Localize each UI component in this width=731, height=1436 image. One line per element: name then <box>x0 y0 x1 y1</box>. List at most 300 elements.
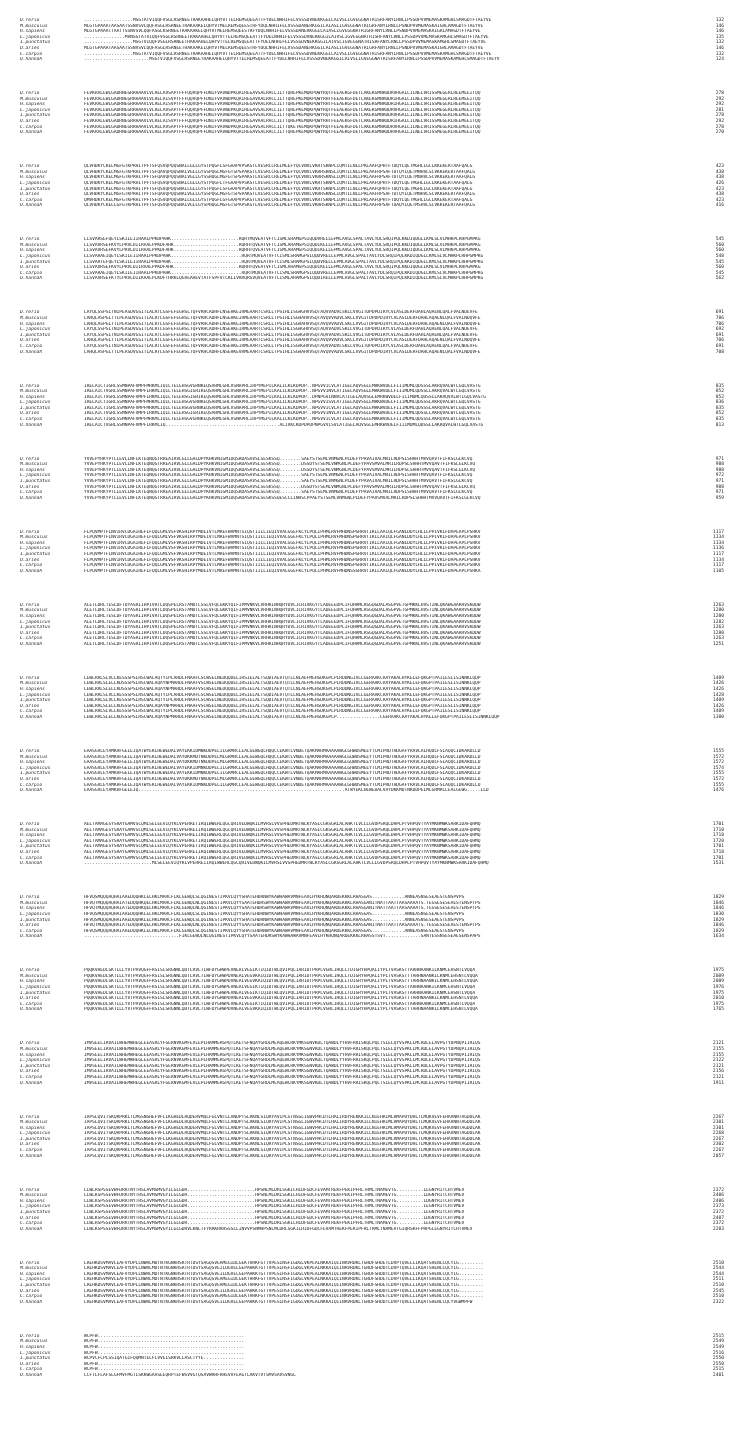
species-label: H.sapiens <box>20 540 45 546</box>
sequence-segment: LEWLRRLSLELLKDSSSPSLRSCWALAQAYNPMARDLFNAAFVSCWSELNEDQQDELIRSIELALTSQDIAEVTQTLLNLAEFMEHSDKGPLPLRDDNGIVLLGERAAKCRAYAKALHYKELEFQKGPTPAILESLISINNKLQQP <box>84 703 481 709</box>
alignment-block <box>0 822 731 867</box>
species-label: H.sapiens <box>20 467 45 473</box>
residue-position: 135 <box>715 34 724 40</box>
species-label: C.carpio <box>20 343 43 349</box>
species-label: M.musculus <box>20 169 48 175</box>
sequence-segment: HFVQTMQQQAQHAIATEDQQHKQELHKLMARCFLKLGEWQLNLQGINESTIPKVLQYYSAATEHDRSWYKAWHAWAVMNFEAVLHYKHQNQARDEKKKLRHASGANITNATTAATTAASAAAATS.TEGSESESEAESTENSPTPS <box>84 906 481 912</box>
species-label: M.musculus <box>20 900 48 906</box>
species-label: L.japonicus <box>20 838 51 844</box>
residue-position: 2545 <box>712 1288 724 1294</box>
residue-position: 545 <box>715 237 724 243</box>
species-label: D.rerio <box>20 1114 40 1120</box>
sequence-segment: AELTAMAGESYSRAYGAMVSCQMLSELEEVIQYKLVPERREIIRQIWWERLQGCQRIVEDWQKILMVRSLVVSPHEDMRTWLKYASLCGKSGRLALAHKTLVLLLGVDPSRQLDHPLPTVHPQVTYAYMKNMWKSARKIDAFQHMQ <box>84 827 481 833</box>
residue-position: 146 <box>715 23 724 29</box>
sequence-segment: IAPSLQVITSKQRPRKLTLMGSNGHEFVFLLKGHEDLRQDERVMQLFGLVNTLLANDPTSLRKNLSIQRYAVIPLSTNSGLIGWVPHCDTLHALIRDYREKKKILLNIEHRIMLRMAPDYDHLTLMQKVEVFEHAVNNTAGDDLAK <box>84 1148 481 1154</box>
sequence-segment: LAYQLSSPSLTNIPEASDVGSITLALRTLGSFEFEGHSLTQFVRHCADHFLNSEHKEIRMEAARTCSRLLTPSIHLISGHGHVVSQTAQVVADVLSKLLVVGITDPDPDIRYCVLASLDERFDAHLAQAENLQALFVALNDEVFE <box>84 327 478 333</box>
residue-position: 2302 <box>712 1142 724 1148</box>
sequence-segment: PQQKVHEDLSKTLLLYVTPAVQGFFRSISLSRGNNLQDTLRVLTLWFDYGHWPDVNEALVEGVKAIQIDTWLQVIPQLIARIDTPRPLVGRLIHQLLTDIGRYHPQALIYPLTVASKSTTTARHNAANKILKNMCEHSNTLVQQA <box>84 979 478 985</box>
residue-position: 560 <box>715 265 724 271</box>
species-label: C.carpio <box>20 124 43 130</box>
species-label: I.punctatus <box>20 990 51 996</box>
species-label: D.rerio <box>20 749 40 754</box>
residue-position: 2372 <box>712 1221 724 1227</box>
residue-position: 278 <box>715 124 724 130</box>
species-label: H.sapiens <box>20 613 45 619</box>
species-label: C.carpio <box>20 1001 43 1007</box>
species-label: L.japonicus <box>20 1350 51 1356</box>
alignment-block <box>0 603 731 648</box>
sequence-segment: QLVHDKYCKELMGFGTKPRHITPFTSFQSVQPQQSNALLGLLGYSTPQGFLTFGAAPVPSKSTLVESRCCRELMEEFYQCVNVLVKRTSKNPLIQMTILNLLPRLAAFQPHTFTDQYLQETMGHLLGCLKKEKERTAAFQALG <box>84 180 473 186</box>
sequence-segment: IRELAICTVGRLSSMNPAFVMPFLRKMLIQILTELEHSGIGRIKEQSARMLGHLVSNAPRLIRPYMEPILKALILKLKDPDP..NPGVVINVLATIGELAQVSGLEMRKWVDELFIIIMDMLQDSSLLAKRQVALWTLGQLVASTG <box>84 389 481 395</box>
species-label: L.japonicus <box>20 473 51 479</box>
alignment-row <box>0 1007 731 1013</box>
residue-position: 438 <box>715 175 724 181</box>
sequence-segment: WCPFW...................................................... <box>84 1361 245 1367</box>
sequence-segment: IMVSEELIRVAILWHEMWHEGLEEASRLYFGERNVKGMFEVLEPLHAMMERGPQTLKETSFNQAYGRDLMEAQEWCRKYMKSGNVKDLTQAWDLYYHVFRRISKQLPQLTSLELQYVSPKLLMCRDLELAVPGTYDPNQPIIRIQS <box>84 1058 481 1064</box>
species-label: L.japonicus <box>20 619 51 625</box>
residue-position: 1531 <box>712 861 724 867</box>
residue-position: 2550 <box>712 1356 724 1362</box>
species-label: H.sapiens <box>20 248 45 254</box>
species-label: D.rerio <box>20 602 40 608</box>
species-label: O.hannah <box>20 130 43 136</box>
species-label: L.japonicus <box>20 34 51 40</box>
species-label: O.aries <box>20 1215 40 1221</box>
residue-position: 1975 <box>712 990 724 996</box>
residue-position: 1830 <box>712 911 724 917</box>
sequence-segment: IRELAICTIGRLSSMNPAFVMPFMRKMLIQILTELEHSGVGRNKEQSARMLGHLVSNAPRLIRPYMEPILKALILKLKDPDP..NPGVVICVLATIGELAQVSGLEMRKWVDELFIIIMDMLQDSSSLAKRQVALWTLGQLVASTG <box>84 383 481 389</box>
species-label: C.carpio <box>20 928 43 934</box>
species-label: H.sapiens <box>20 687 45 693</box>
sequence-segment: EAASGVLEYAMKHFGELEIQATWYEKLHEWEDALVAYEKKIDMNKDDPELILGRMRCLEALGEWGQLHQQCCEKWTLVNDETQAKMARMAAAAAWGLGHWDSMEEYTCMIPRDTHDGAFYRAVLALHQDLFSLAQQCIDKARDLLD <box>84 765 481 771</box>
residue-position: 545 <box>715 270 724 276</box>
sequence-segment: WCPFW...................................................... <box>84 1350 245 1356</box>
species-label: D.rerio <box>20 1187 40 1193</box>
residue-position: 835 <box>715 417 724 423</box>
alignment-row <box>0 1373 731 1379</box>
residue-position: 1829 <box>712 928 724 934</box>
sequence-segment: LAYQLSSPSLTNIPEASDVGSITLALRTLGSFEFEGHSLTQFVRHCADHFLNSEHKEIRMEAARTCSRLLTPSIHLISGHGHVVSQTAQVVADVLSKLLVVGITDPDPDIRYCVLASLDERFDAHLAQAENLQALFVALNDEVFE <box>84 343 478 349</box>
species-label: O.hannah <box>20 641 43 647</box>
sequence-segment: LLSVAVRSEFKVYLPRVLDIIRAALPPKDFAHK........................RQRHTQVEATVFTCISMLARAMGPSIQQDIKELLEPMLAVGLSPALTAVLYDLSRQIPQLKKDIQDGLLKMLSLVLMHKPLRHPGMPKG <box>84 265 481 271</box>
species-label: M.musculus <box>20 1266 48 1272</box>
residue-position: 2515 <box>712 1367 724 1373</box>
sequence-segment: FLPQVMPTFLNVIRVCDGAIREFLFQQLGMLVSFVKSHIRPYMDEIVTLMREFWVMNTSIQSTIILLIEQIVVALGGEFKLYLPQLIPHMLRVFMHDNSPGRRVTIKLLAAIQLFGANLDDYLHLLLPPIVKLFDAPEAPLPSRKV <box>84 552 481 558</box>
residue-position: 1555 <box>712 749 724 754</box>
sequence-segment: YVVEPYRKYPTLLEVLLNFLKTEQNQGTRREAIRVLGLLGALDPYKHKVNIGMIDQSRDASAVSLSESKSSQ........DSSDYSTSEMLVNMGNLPLDEFYPAVSMVALMRILRDPSLSHHHTMVVQAVTFIFKSLGLKCVQ <box>84 467 476 473</box>
species-label: L.japonicus <box>20 107 51 113</box>
species-label: I.punctatus <box>20 40 51 46</box>
species-label: H.sapiens <box>20 1125 45 1131</box>
sequence-segment: IAPSLQVITSKQRPRKLTLMGSNGHEFVFLLKGHEDLRQDERVMQLFGLVNTLLANDPTSLRKNLSIQRYAVIPLSTNSGLIGWVPHCDTLHALIRDYREKKKILLNIEHRIMLRMAPDYDHLTLMQKVEVFEHAVNNTAGDDLAK <box>84 1125 481 1131</box>
species-label: O.aries <box>20 630 40 636</box>
sequence-segment: HFVQTMQQQAQHAIATEDQQHKQELHKLMARCFLKLGEWQLNLQGINESTIPKVLQYYSAATEHDRSWYKAWHAWAVMNFEAVLHYKHQNQARDEKKKLRHASGANITNATTAATTAASAAAATS.TEGSESESEAESTENSPTPS <box>84 923 481 929</box>
alignment-block <box>0 18 731 63</box>
residue-position: 852 <box>715 411 724 417</box>
species-label: O.hannah <box>20 1080 43 1086</box>
alignment-row <box>0 1081 731 1087</box>
residue-position: 988 <box>715 462 724 468</box>
sequence-segment: YVVEPYRKYPTLLEVLLNFLKTEQNQGTRREAIRVLGLLGALDPYKHKVNIGMIDQSRDASAVSLSESKSSQ........SAEYSTSEMLVNMGNLPLDEFYPAVAIVALMRILRDPSLSHHHTMVVQAVTFIFKSLGLKCVQ <box>84 490 473 496</box>
alignment-row <box>0 423 731 429</box>
species-label: C.carpio <box>20 1074 43 1080</box>
residue-position: 2510 <box>712 1283 724 1289</box>
sequence-segment: ..................MSGTATVIQQFVSGLRSRNEETRAKAAHELQHYVTTELREMSQEEATTFYDELNHHIFELVSSSDVNEKKGGILAIVSLIGVEGGNATRISRFANYLRNLLPSSDPVVMEMASKAMGHLSMAGDTFTAEYVE <box>84 51 492 57</box>
residue-position: 1846 <box>712 900 724 906</box>
species-label: D.rerio <box>20 968 40 974</box>
sequence-segment: IMVSEELIRVAILWHEMWHEGLEEASRLYFGERNVKGMFEVLEPLHAMMERGPQTLKETSFNQAYGRDLMEAQEWCRKYMKSGNVKDLTQAWDLYYHVFRRISKQLPQLTSLELQYVSPKLLMCRDLELAVPGTYDPNQPIIRIQS <box>84 1074 481 1080</box>
residue-position: 1251 <box>712 641 724 647</box>
residue-position: 2155 <box>712 1052 724 1058</box>
residue-position: 548 <box>715 254 724 260</box>
residue-position: 124 <box>715 57 724 63</box>
species-label: O.aries <box>20 703 40 709</box>
species-label: D.rerio <box>20 237 40 243</box>
species-label: O.hannah <box>20 203 43 209</box>
alignment-block <box>0 91 731 136</box>
species-label: O.aries <box>20 1069 40 1075</box>
sequence-segment: PQQKVHEDLSKTLLLYVTPAVQGFFRSISLSRGNNLQDTLRVLTLWFDYGHWPEVNEALVEGIKTIQIDTWLQVIPQLIARIDTPRPLVGRLIHQLLTDIGRYHPQALIYPLTVASKSTTARHNAANKILKNMCEHSNTLVQQA <box>84 968 476 974</box>
species-label: I.punctatus <box>20 698 51 704</box>
species-label: C.carpio <box>20 51 43 57</box>
residue-position: 2267 <box>712 1114 724 1120</box>
sequence-segment: IMVSEELIRVAILWHEMWHEGLEEASRLYFGERNVKGMFEVLEPLHAMMERGPQTLKETSFNQAYGRDLMEAQEWCRKYMKSGNVKDLTQAWDLYYHVFRRISKQLPQLTSLELQYVSPKLLMCRDLELAVPGTYDPNQPIIRIQS <box>84 1069 481 1075</box>
species-label: M.musculus <box>20 754 48 760</box>
alignment-block <box>0 968 731 1013</box>
residue-position: 560 <box>715 242 724 248</box>
species-label: C.carpio <box>20 709 43 715</box>
residue-position: 2510 <box>712 1294 724 1300</box>
species-label: D.rerio <box>20 675 40 681</box>
residue-position: 2549 <box>712 1339 724 1345</box>
species-label: C.carpio <box>20 490 43 496</box>
residue-position: 1846 <box>712 923 724 929</box>
residue-position: 1426 <box>712 681 724 687</box>
species-label: I.punctatus <box>20 405 51 411</box>
species-label: H.sapiens <box>20 979 45 985</box>
residue-position: 2373 <box>712 1204 724 1210</box>
species-label: L.japonicus <box>20 546 51 552</box>
species-label: O.hannah <box>20 349 43 355</box>
species-label: L.japonicus <box>20 1204 51 1210</box>
sequence-segment: IMVSEELIRVAILWHEMWHEGLEEASRLYFGERNVKGMFEVLEPLHAMMERGPQTLKETSFNQAYGRDLMEAQEWCRKYMKSGNVKDLTQAWDLYYHVFRRISKQLPQLTSLELQYVSPKLLMCRDLELAVPGTYDPNQPIIRIQS <box>84 1046 481 1052</box>
species-label: C.carpio <box>20 1148 43 1154</box>
sequence-segment: FLPQVMPTFLNVIRVCDGAIREFLFQQLGMLVSFVKSHIRPYMDEIVTLMREFWVMNTSIQSTIILLIEQIVVALGGEFKLYLPQLIPHMLRVFMHDNSPGRRVTIKLLAAIQLFGANLDDYLHLLLPPIVKLFDAPEAPLPSRKV <box>84 546 481 552</box>
sequence-segment: PQQKVHEDLSKTLLLYVTPAVQGFFRSISLSRGNNLQDTLRVLTLWFDYGHWPDVNEALVEGVKAIQIDTWLQVIPQLIARIDTPRPLVGRLIHQLLTDIGRYHPQALIYPLTVASKSTTTARHNAANKILKNMCEHSNTLVQQA <box>84 996 478 1002</box>
sequence-segment: ........................MSGTVIQQFVSGLRSRNEETRAKAAHELQHYVTTELREMSQEEATTFYDELNHHIFELVSSSDVNEKKGGILAIVSLIGVEGGNATRISRFANYLRNLLPSSDPVVMEMASKAMGHLSMAGDTFTAEYV <box>84 57 500 63</box>
sequence-segment: LAHQLASPGLTTLPEASDVGSITLALRTLGSFEFEGHSLTQFVRHCADHFLNSEHKEIRMEAARTCSRLLTPSIHLISGHAHVVSQTAVQVVADVLSKLLVVGITDPDPDIRYCVLASLDERFDAHLAQAENLQALFVALNDQVFE <box>84 338 481 344</box>
sequence-segment: LLWLKSPSSEVWFDRRTNYTRSLAVMSMVGYILGLGDR.........................HPSNLMLDRLSGKILHIDFGDCFEVAMTREKFPEKIPFRLTRMLTNAMEVTG..........LDGNYRITCHTVMEV <box>84 1215 465 1221</box>
residue-position: 1105 <box>712 568 724 574</box>
species-label: M.musculus <box>20 1120 48 1126</box>
species-label: M.musculus <box>20 96 48 102</box>
sequence-segment: FEVKRALEWLGADRNEGRRHAAVLVLRELAISVPTFFFQQVQPFFDNIFVAVWDPKQAIREGAVAALRACLILTTQREPKEMQKPQWYRHTFEEAEKGFDETLAKEKGMNRDDRIHGALLILNELVRISSMEGERLREEMEEITQQ <box>84 102 481 108</box>
residue-position: 2121 <box>712 1063 724 1069</box>
sequence-segment: LEWLRRLSLELLKDSSSPSLRSCWALAQAYNPMARDLFNAAFVSCWSELNEDQQDELIRSIELALTSQDIAEVTQTLLNLAEFMEHSDKGPLP................LGERAAKCRAYAKALHYKELEFQKGPTPAILESLISINNKLQQP <box>84 715 500 721</box>
species-label: D.rerio <box>20 456 40 462</box>
species-label: H.sapiens <box>20 29 45 35</box>
residue-position: 706 <box>715 321 724 327</box>
residue-position: 278 <box>715 113 724 119</box>
residue-position: 2122 <box>712 1058 724 1064</box>
sequence-segment: LCFTLFLAFSLGFMVFMGTLSKKWGAASEEQRPTEFWSVVGTQSAVWRRFRHEVVFEAGTLAKVTVTSMVSAVSVNGL <box>84 1372 296 1378</box>
sequence-segment: IMVSEELIRVAILWHEMWHEGLEEASRLYFGERNVKGMFEVLEPLHAMMERGPQTLKETSFNQAYGRDLMEAQEWCRKYMKSGNVKDLTQAWDLYYHVFRRISKQLPQLTSLELQYVSPKLLMCRDLELAVPGTYDPNQPIIRIQS <box>84 1080 481 1086</box>
alignment-row <box>0 861 731 867</box>
alignment-row <box>0 934 731 940</box>
sequence-segment: LEWLRRLSLVLLKESSSPSLRSCWALAQTYIPLARDLFNAAFLSCWSELNEDQQDELIRSIELALTSQDIAEVTQTLLNLAEFMEHSDKGPLPLRDDNGIVLLGERAAKCRAYAKALHYKELEFQKGPTPAILESLISINNKLQQP <box>84 709 481 715</box>
residue-position: 292 <box>715 119 724 125</box>
sequence-segment: FEVKRALEWLGADRNEGRRHAAVLVLRELAISVPTFFFQQVQPFFDNIFVAVWDPKQAIREGAVAALRACLILTTQREPKEMQKPQWYRHTFEEAEKGFDETLAKEKGMNRDDRIHGALLILNELVRISSMEGERLREEMEEITQQ <box>84 96 481 102</box>
residue-position: 2156 <box>712 1069 724 1075</box>
species-label: O.hannah <box>20 568 43 574</box>
species-label: D.rerio <box>20 164 40 170</box>
residue-position: 1574 <box>712 765 724 771</box>
species-label: H.sapiens <box>20 833 45 839</box>
species-label: I.punctatus <box>20 1063 51 1069</box>
residue-position: 270 <box>715 130 724 136</box>
sequence-segment: LREHKDSVMAVLEAFVYDPLLNWRLMDTNTKGNKRSKTRTDSYSAGQSVEAMEGIDLGEKTHRKFGTTVPESINSFIGDGLVKPEALNKKAIQIINRVRDKLTGRDFSHDETLDVPTQVELLIKQATSHENLCQCYIG......... <box>84 1260 484 1266</box>
residue-position: 852 <box>715 389 724 395</box>
residue-position: 416 <box>715 203 724 209</box>
residue-position: 1263 <box>712 602 724 608</box>
residue-position: 1718 <box>712 833 724 839</box>
residue-position: 1428 <box>712 692 724 698</box>
alignment-row <box>0 1154 731 1160</box>
sequence-segment: IRELAICTVGRLSSMNPAFVMPFLRKMLIQILTELEHSGIGRIKEQSARMLGHLVSNAPRLIRPYMEPILKALILKLKDPDP..NPGVVINVLATIGELAQVSGLEMRKWVDELFIIIMDMLQDSSLLAKRQVALWTLGQLVASTG <box>84 411 481 417</box>
species-label: C.carpio <box>20 417 43 423</box>
sequence-segment: PQQKVHEDLSKTLLLYVTPAVQGFFRSISLSRGNNLQDTLRVLTLWFDYGHWPDVNEALVEGVKAIQIDTWLQVIPQLIARIDTPRPLVGRLIHQLLTDIGRYHPQALIYPLTVASKSTTTARHNAANKILKNMCEHSNTLVQQA <box>84 1007 478 1013</box>
species-label: D.rerio <box>20 383 40 389</box>
residue-position: 281 <box>715 107 724 113</box>
residue-position: 2203 <box>712 1226 724 1232</box>
species-label: I.punctatus <box>20 186 51 192</box>
species-label: H.sapiens <box>20 394 45 400</box>
sequence-segment: EAASGVLEYAMKHFGELEIQATWYEKLHEWEDALVAYEKKIDMNKDDPELILGRMRCLEALGEWGQLHQQCCEKWTLVNDETQAKMARMAAAAAWGLGHWDSMEEYTCMIPRDTHDGAFYRAVLALHQDLFSLAQQCIDKARDLLD <box>84 771 481 777</box>
sequence-segment: LREHKDSVMAVLEAFVYDPLLNWRLMDTNTKGNKRSKTRTDSYSAGQSVEAMEGIDLGEKTHRKFGTTVPESINSFIGDGLVKPEALNKKAIQIINRVRDKLTGRDFSHDETLDVPTQVELLIKQATSHENLCQCYIG......... <box>84 1277 484 1283</box>
alignment-block <box>0 164 731 209</box>
species-label: M.musculus <box>20 608 48 614</box>
residue-position: 2372 <box>712 1187 724 1193</box>
residue-position: 988 <box>715 484 724 490</box>
residue-position: 1555 <box>712 771 724 777</box>
sequence-segment: LREHKDSVMAVLEAFVYDPLLNWRLMDTNTKGNKRSRTRTDSYSAGQSVEILDGVELGEPAHKKTGTTVPESIHSFIGDGLVKPEALNKKAIQIINRVRDKLTGRDFSHDDTLDVPTQVELLIKQATSHENLCQCYVGWMPFW <box>84 1299 473 1305</box>
residue-position: 835 <box>715 405 724 411</box>
residue-position: 2510 <box>712 1260 724 1266</box>
residue-position: 278 <box>715 91 724 97</box>
sequence-segment: EAASGVLEYAMKHFGELEIQATWYEKLHEWEDALVAYDKKMDTNKDDPELMLGRMRCLEALGEWGQLHQQCCEKWTLVNDETQAKMARMAAAAAWGLGQWDSMEEYTCMIPRDTHDGAFYRAVLALHQDLFSLAQQCIDKARDLLD <box>84 754 481 760</box>
sequence-segment: PQQKVHEDLSKTLLLYVTPAVQGFFRSISLSRGNNLQDTLRVLTLWFDYGHWPEVNEALVEGIKTIQIDTWLQVIPQLIARIDTPRPLVGRLIHQLLTDIGRYHPQALIYPLTVASKSTTARHNAANKILKNMCEHSNTLVQQA <box>84 1001 476 1007</box>
residue-position: 2010 <box>712 996 724 1002</box>
sequence-segment: LLWLKSPSSEVWFDRRTNYTRSLAVMSMVGYILGLGDR.........................HPSNLMLDRLSGKILHIDFGDCFEVAMTREKFPEKIPFRLTRMLTNAMEVTG..........LDGNYRITCHTVMEV <box>84 1198 465 1204</box>
sequence-segment: LLSVARSEFQEYLSKILEIIRAALPPKDPAHK.........................RQRTMQVEATVFTCISMLSRAMGPSIQQDVRELLEPMLAVGLSPALTAVLYDLSRQIPQLKKDIQDGLLKMLSLVLMHKPLRHPGMPKG <box>84 237 481 243</box>
residue-position: 1134 <box>712 540 724 546</box>
species-label: M.musculus <box>20 462 48 468</box>
species-label: O.aries <box>20 923 40 929</box>
sequence-segment: LLWLKSPSSEVWFDRRTNYTRSLAVMSMVGYILGLGDRVLKNLTFYRRKRRRSSSLLINVVPSNMHPSNLMLDRLSGKILHIDFGDCFEVAMTREKFPEKIPFRLTRMLTNAMEVTGIQRSKFFPRPGLEGNYRITCHTVMEV <box>84 1226 473 1232</box>
sequence-segment: QLVHDKYCKELMGFGTKPRHITPFTSFQSVQPQQSNALLGLLGYSTPQGFLSFGAAPVPSKSTLVESRCCRELMEEFYQCVNVLVKRTSKNPLIQMTILNLLPRLAAFQPHTFTDQYLQETMGHLLGCLKKEKERTAAFQALG <box>84 164 473 170</box>
species-label: I.punctatus <box>20 1283 51 1289</box>
residue-position: 835 <box>715 383 724 389</box>
species-label: M.musculus <box>20 23 48 29</box>
species-label: D.rerio <box>20 18 40 23</box>
species-label: O.hannah <box>20 1299 43 1305</box>
residue-position: 292 <box>715 102 724 108</box>
residue-position: 1975 <box>712 968 724 974</box>
species-label: O.hannah <box>20 495 43 501</box>
residue-position: 562 <box>715 276 724 282</box>
species-label: M.musculus <box>20 681 48 687</box>
sequence-segment: FLPQVMPTFLNVIRVCDGAIREFLFQQLGMLVSFVKSHIRPYMDEIVTLMREFWVMNTSIQSTIILLIEQIVVALGGEFKLYLPQLIPHMLRVFMHDNSPGRRVTIKLLAAIQLFGANLDDYLHLLLPPIVKLFDAPEAPLPSRKV <box>84 529 481 535</box>
residue-position: 292 <box>715 96 724 102</box>
sequence-segment: QLVHDKYCKELMGFGTKPRHITPFTSFQAVQPQQSNALVGLLGYSSHQGLMGFGTSPSPAKSTLVESRCCRELMEEFYQCVNVLVKRRSKNSLIQMTILNLLPRLAAFRPSAFTDTQYLQETMNHVLSCVKKEKERTAAFQALG <box>84 175 476 181</box>
sequence-segment: AELTAMAGESYSRAYGAMVSCQMLSELEEVIQYKLVPERREIIRQIWWERLQGCQRIVEDWQKILMVRSLVVSPHEDMRTWLKYASLCGKSGRLALAHKTLVLLLGVDPSRQLDHPLPTVHPQVTYAYMKNMWKSARKIDAFQHMQ <box>84 850 481 856</box>
alignment-block <box>0 530 731 575</box>
species-label: D.rerio <box>20 91 40 97</box>
species-label: H.sapiens <box>20 321 45 327</box>
sequence-segment: HFVQSMQQQAQHAIAAEDQQHKLELHKLMARCFLKLGEWQLSLQGINESTIPKVLQYYSHATEHDRNWYKAWHAWAVMNFEAVLHYKHQNQARDEKKKLRHASGAS............ANNEASNSESEAESTENSPVPS <box>84 917 465 923</box>
species-label: O.aries <box>20 1288 40 1294</box>
residue-position: 2406 <box>712 1193 724 1199</box>
residue-position: 1701 <box>712 822 724 828</box>
species-label: I.punctatus <box>20 259 51 265</box>
residue-position: 426 <box>715 180 724 186</box>
sequence-segment: QLVHDKYCKELMGFGTKPRHITPFTSFQSVQPQQSNALLGLLGYSTPQGFLSFGAAPVPSKSTLVESRCCRELMEEFYQCVNVLVKRTSKNPLIQMTILNLLPRLAAFQPHTFTDQYLQETMGHLLGCLKKEKERTAAFQALG <box>84 186 473 192</box>
sequence-segment: IAPSLQVITSKQRPRKLTLMGSNGHEFVFLLKGHEDLRQDERVMQLFGLVNTLLANDPTSLRKNLSIQRYAVIPLSTNSGLIGWVPHCDTLHALIRDYREKKKILLNIEHRIMLRMAPDYDHLTLMQKVEVFEHAVNNTAGDDLAK <box>84 1131 481 1137</box>
alignment-row <box>0 715 731 721</box>
species-label: D.rerio <box>20 822 40 828</box>
species-label: L.japonicus <box>20 692 51 698</box>
species-label: O.hannah <box>20 1226 43 1232</box>
alignment-row <box>0 788 731 794</box>
alignment-block <box>0 1041 731 1086</box>
alignment-row <box>0 642 731 648</box>
sequence-segment: LLSVARTEFQEYLSKILEIIRAALPPKDPAHK..........................RQRTMQVEATVFTCISMLSRAMGPSIQQDVRELLEPMLAVGLSPALTAVLYDLSRQIPQLKKDIQDGLLKMLSLVLMHKPLRHPGMPKG <box>84 259 484 265</box>
alignment-block <box>0 457 731 502</box>
residue-position: 1829 <box>712 917 724 923</box>
sequence-segment: MLGTGPAAATAASAATSSNVSVLQQFASGLRSRNEETRAKAAKELQHYVTMELREMSQEESTRFYDQLNHHIFELVSSSDANERKGGILAIASLIGVEGGNATRIGRFANYLRNLLPSNDPVVMEMASKAIGRLAMAGDTFTAEYVE <box>84 23 484 29</box>
sequence-segment: ALETLDRLTESLDFTDYASRIIHPIVRTLDQSPELRSTAMDTLSSLVFQLGKKYQIFIPMVNKVLVRHRINHQRYDVLICRIVKGYTLADEEEDPLIFQHRMLRSGQGDALASGPVETGPMKKLHVSTINLQKAWGAARRVSKDDW <box>84 613 481 619</box>
residue-position: 1846 <box>712 906 724 912</box>
sequence-segment: LEWLRRLSLVLLKESSSPSLRSCWALAQTYIPLARDLFNAAFLSCWSELNEDQQDELIRSIELALTSQDIAEVTQTLLNLAEFMEHSDKGPLPLRDDNGIVLLGERAAKCRAYAKALHYKELEFQKGPTPAILESLISINNKLQQP <box>84 698 481 704</box>
sequence-segment: ..................MSGTATVIQQFVSGLRSRNEETRAKAAHELQHYVTTELREMSQEEATTFYDELNHHIFELVSSSDVNEKKGGILAIVSLIGVEGGNATRISRFANYLRNLLPSSDPVVMEMASKAMGHLSMAGDTFTAEYVE <box>84 18 492 23</box>
residue-position: 146 <box>715 29 724 35</box>
residue-position: 1117 <box>712 563 724 569</box>
residue-position: 708 <box>715 349 724 355</box>
sequence-segment: LREHKDSVMAVLEAFVYDPLLNWRLMDTNTKGNKRSRTRTDSYSAGQSVEILDGVELGEPAHKKTGTTVPESIHSFIGDGLVKPEALNKKAIQIINRVRDKLTGRDFSHDDTLDVPTQVELLIKQATSHENLCQCYIG......... <box>84 1288 484 1294</box>
sequence-segment: YVVEPYRKYPTLLEVLLNFLKTEQNQGTRREAIRVLGLLGALDPYKHKVNIGMIDQSRDASAVSLSESKSSQESCCLINHSCPPAEYSTSEMLVNMGNLPLDEFYPAVSMVALMRILRDPSLSHHHTMVVQAVTFIFKSLGLKCVQ <box>84 495 481 501</box>
residue-position: 423 <box>715 186 724 192</box>
residue-position: 692 <box>715 327 724 333</box>
alignment-block <box>0 1188 731 1233</box>
residue-position: 1263 <box>712 636 724 642</box>
sequence-segment: ..................MSGTVIQQFVSGLRSRNEETRAKAAHELQHYVTTELREMSQEEATTFYDELNHHIFELVSSSDVNEKKGGILAIVSLIGVEGGNATRISRFANYLRNLLPSSDPVVMEMASKAMGHLSMAGDTFTAEYVE <box>84 40 486 46</box>
species-label: M.musculus <box>20 242 48 248</box>
residue-position: 971 <box>715 456 724 462</box>
residue-position: 1280 <box>712 613 724 619</box>
species-label: L.japonicus <box>20 327 51 333</box>
sequence-segment: EAASGVLEYAMKHFGELEIQATWYEKLHEWEDALVAYEKKIDMNKDDPELILGRMRCLEALGEWGQLHQQCCEKWTLVNDETQAKMARMAAAAAWGLGHWDSMEEYTCMIPRDTHDGAFYRAVLALHQDLFSLAQQCIDKARDLLD <box>84 782 481 788</box>
residue-position: 1572 <box>712 776 724 782</box>
species-label: H.sapiens <box>20 102 45 108</box>
species-label: H.sapiens <box>20 1052 45 1058</box>
species-label: C.carpio <box>20 1294 43 1300</box>
sequence-segment: YVVEPYRKYPTLLEVLLNFLKTEQNQGTRREAIRVLGLLGALDPYKHKVNIGMIDQSRDASAVSLSESKSSQ........DSSDYSTSEMLVNMGNLPLDEFYPAVSMVALMRILRDPSLSHHHTMVVQAVTFIFKSLGLKCVQ <box>84 462 476 468</box>
species-label: H.sapiens <box>20 175 45 181</box>
species-label: I.punctatus <box>20 1136 51 1142</box>
species-label: I.punctatus <box>20 332 51 338</box>
sequence-segment: AELTAMAGESYSRAYGAMVSCQMLSELEEVIQYKLVPERRETIRQIWWERLQGCQRIVEDWQKILMVRSLVVSPHEDMRTWLKYASLCGKSGRLALAHKTLVLLLGVDPSRQLDHPLPTVHPQVTYAYMKNMWKSARKIDAFQHMQ <box>84 844 481 850</box>
sequence-segment: QLVHDKYCKELMGFGTKPRHITPFTSFQAVQPQQSNALVGLLGYSSPQGLMGFGTSPSPAKSTLVESRCCRELMEEFYQCVNVLVKRRSKNSLIQMTILNLLPRLAAFRPSAFTDTQYLQETMNHVLSCVKKEKERTAAFQALG <box>84 169 476 175</box>
species-label: M.musculus <box>20 535 48 541</box>
species-label: M.musculus <box>20 315 48 321</box>
species-label: D.rerio <box>20 1041 40 1047</box>
residue-position: 1634 <box>712 934 724 940</box>
sequence-segment: QMVHDKYCKELMGFGTKPRHITPFTSFQSVQPQQSNALLGLLGYSTPQGFLGFGAAPVPSKSTLVESRCCRELMEEFYQCVNVLVKRTSKNPLIQMTILNLLPRLAAFQPHTFTDQYLQETMGHLLGCLKKEKERTAAFQALG <box>84 197 473 203</box>
residue-position: 1718 <box>712 850 724 856</box>
sequence-segment: AELTAMAGESYSRAYGAMVSCQMLSELEEVIQYKLVPERRETIRQIWWERLQGCQRIVEDWQKILMVRSLVVSPHEDMRTWLKYASLCGKSGRLALAHKTLVLLLGVDPSRQLDHPLPTVHPQVTYAYMKNMWKSARKIDAFQHMQ <box>84 838 481 844</box>
species-label: I.punctatus <box>20 552 51 558</box>
sequence-segment: PQQKVHEDLSKTLLLYVTPAVQGFFRSISLSRGNNLQDTLRVLTLWFDYGHWPDVNEALVEGVKAIQIDTWLQVIPQLIARIDTPRPLVGRLIHQLLTDIGRYHPQALIYPLTVASKSTTTARHNAANKILKNMCEHSNTLVQQA <box>84 973 478 979</box>
species-label: O.aries <box>20 265 40 271</box>
alignment-block <box>0 676 731 721</box>
species-label: C.carpio <box>20 1221 43 1227</box>
sequence-segment: IRELAICTIGRLSSMNPAFVMPFMRKMLIQILTELEHSGVGRNKEQSARMLGHLVSNAPRLIRPYMEPILKALILKLKDPDP..NPGVVISVLATIGELAQVSGLEMRKWVDELFIIIMDMLQDSSSLAKRQVALWTLGQLVASTG <box>84 400 481 406</box>
sequence-segment: PQQKVHEDLSKTLLLYVTPAVQGFFRSISLSRGNNLQDTLRVLTLWFDYGHWPEVNEALVEGIKTIQIDTWLQVIPQLIARIDTPRPLVGRLIHQLLTDIGRYHPQALIYPLTVASKSTTARHNAANKILKNMCEHSNTLVQQA <box>84 990 476 996</box>
sequence-segment: IAPSLQVITSKQRPRKLTLMGSNGHEFVFLLKGHEDLRQDERVMQLFGLVNTLLANDPTSLRKNLSIQRYAVIPLSTNSGLIGWVPHCDTLHALIRDYREKKKILLNIEHRIMLRMAPDYDHLTLMQKVEVFEHAVNNTAGDDLAK <box>84 1153 481 1159</box>
species-label: H.sapiens <box>20 1271 45 1277</box>
sequence-segment: EAASGVLEYAMKHFGELEIQ............................................................................ATWYEKLHEWEDALVAYDKKMDTNKDDPELMLGRMRCLEALGEWG.....LLD <box>84 788 489 794</box>
residue-position: 560 <box>715 248 724 254</box>
species-label: I.punctatus <box>20 113 51 119</box>
sequence-segment: ALETLDRLTESLDFTDYASRIIHPIVRTLDQSPELRSTAMDTLSSLVFQLGKKYQIFIPMVNKVLVRHRINHQRYDVLICRIVKGYTLADEEEDPLIFQHRMLRSGQGDALASGPVETGPMKKLHVSTINLQKAWGAARRVSKDDW <box>84 630 481 636</box>
alignment-block <box>0 1261 731 1306</box>
sequence-segment: ALETLDRLTESLDFTDYASRIIHPIVRTLDQSPELRSTAMDTLSSLVFQLGKKYQIFIPMVNKVLVRHRINHQRYDVLICRIVKGYTLADEEEDPLIFQHRMLRSGQGDALASGPVETGPMKKLHVSTINLQKAWGAARRVSKDDW <box>84 608 481 614</box>
species-label: D.rerio <box>20 529 40 535</box>
alignment-row <box>0 569 731 575</box>
alignment-block <box>0 1115 731 1160</box>
sequence-segment: LLSVARAEIQEYLSKILEIIRAALPPKDPAHK..........................RQRTMQVEATVFTCISMLSRAMGPSIQQDVRELLEPMLAVGLSPALTAVLYDLSRQIPQLKKDIQDGLLKMLSLVLMHKPLRHPGMPKG <box>84 254 484 260</box>
residue-position: 1976 <box>712 985 724 991</box>
sequence-segment: FLPQVMPTFLNVIRVCDGAIREFLFQQLGMLVSFVKSHIRPYMDEIVTLMREFWVMNTSIQSTIILLIEQIVVALGGEFKLYLPQLIPHMLRVFMHDNSPGRRVTIKLLAAIQLFGANLDDYLHLLLPPIVKLFDAPEAPLPSRKV <box>84 557 481 563</box>
sequence-segment: AELTAMAGESYSRAYGAMVSCQMLSELEEVIQYKLVPERRETIRQIWWERLQGCQRIVEDWQKILMVRSLVVSPHEDMRTWLKYASLCGKSGRLALAHKTLVLLLGVDPSRQLDHPLPTVHPQVTYAYMKNMWKSARKIDAFQHMQ <box>84 822 481 828</box>
sequence-segment: LEWLRRLSLELLKDSSSPSLRSCWALAQAYNPMARDLFNAAFVSCWSELNEDQQDELIRSIELALTSQDIAEVTQTLLNLAEFMEHSDKGPLPLRDDNGIVLLGERAAKCRAYAKALHYKELEFQKGPTPAILESLISINNKLQQP <box>84 687 481 693</box>
species-label: I.punctatus <box>20 771 51 777</box>
sequence-segment: LLWLRSPSSEVWFDRRTNYTRSLAVMSMVGYILGLGDR.........................HPSNLMLDRLSGKILHIDFGDCFEVAMTREKFPEKIPFRLTRMLTNAMEVTG..........LEGNYRITCHTVMEV <box>84 1209 465 1215</box>
species-label: C.carpio <box>20 636 43 642</box>
species-label: O.aries <box>20 119 40 125</box>
residue-position: 1263 <box>712 625 724 631</box>
residue-position: 2155 <box>712 1046 724 1052</box>
species-label: D.rerio <box>20 310 40 316</box>
sequence-segment: IAPSLQVITSKQRPRKLTLMGSNGHEFVFLLKGHEDLRQDERVMQLFGLVNTLLANDPTSLRKNLSIQRYAVIPLSTNSGLIGWVPHCDTLHALIRDYREKKKILLNIEHRIMLRMAPDYDHLTLMQKVEVFEHAVNNTAGDDLAK <box>84 1114 481 1120</box>
species-label: L.japonicus <box>20 765 51 771</box>
species-label: H.sapiens <box>20 1344 45 1350</box>
residue-position: 132 <box>715 40 724 46</box>
residue-position: 1555 <box>712 782 724 788</box>
sequence-segment: WCPFW...................................................... <box>84 1339 245 1345</box>
species-label: C.carpio <box>20 197 43 203</box>
species-label: O.hannah <box>20 934 43 940</box>
residue-position: 1282 <box>712 619 724 625</box>
sequence-segment: LREHKDSVMAVLEAFVYDPLLNWRLMDTNTKGNKRSRTRTDSYSAGQSVEILDGVELGEPAHKKTGTTVPESIHSFIGDGLVKPEALNKKAIQIINRVRDKLTGRDFSHDDTLDVPTQVELLIKQATSHENLCQCYIG......... <box>84 1266 484 1272</box>
alignment-row <box>0 1300 731 1306</box>
species-label: C.carpio <box>20 1367 43 1373</box>
residue-position: 2515 <box>712 1333 724 1339</box>
residue-position: 1409 <box>712 675 724 681</box>
alignment-row <box>0 1227 731 1233</box>
species-label: L.japonicus <box>20 1058 51 1064</box>
species-label: D.rerio <box>20 895 40 901</box>
